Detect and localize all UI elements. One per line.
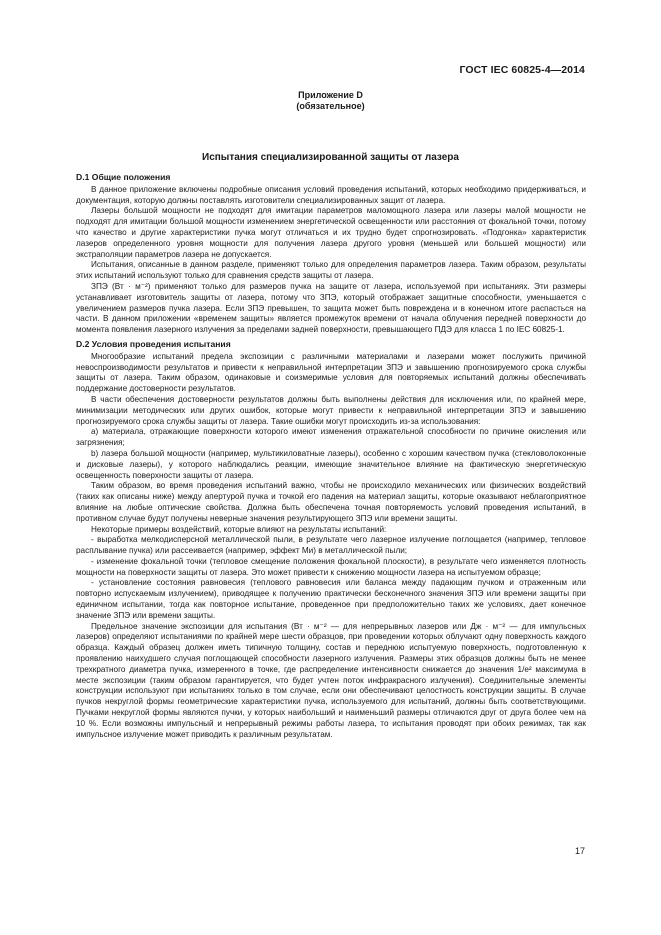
paragraph: Многообразие испытаний предела экспозиции с различными материалами и лазерами может послужить причиной невоспроизводимости результатов и привести к неправильной интерпретации ЗПЭ и завышению прогнозируемого срока службы защиты от лазера. Таким образом, одинаковые и соизмеримые условия для повторяемых испытаний должны обеспечивать поддержание достоверности результатов. xyxy=(76,351,586,394)
section-heading-d2: D.2 Условия проведения испытания xyxy=(76,338,231,349)
annex-main-title: Испытания специализированной защиты от лазера xyxy=(202,152,459,163)
paragraph: Некоторые примеры воздействий, которые влияют на результаты испытаний: xyxy=(91,524,387,534)
section-heading-d1: D.1 Общие положения xyxy=(76,172,171,182)
page-number: 17 xyxy=(574,846,585,856)
list-item: - изменение фокальной точки (тепловое смещение положения фокальной плоскости), в результате чего изменяется плотность мощности на поверхности защиты от лазера. Это может привести к снижению мощности лазера на испытуемом образце; xyxy=(76,556,586,577)
standard-code-header: ГОСТ IEC 60825-4—2014 xyxy=(459,64,585,76)
paragraph: Предельное значение экспозиции для испытания (Вт · м⁻² — для непрерывных лазеров или Дж · м⁻² — для импульсных лазеров) определяют испытаниями по крайней мере шести образцов, при проведении которых облучают одну поверхность каждого образца. Каждый образец должен иметь типичную толщину, состав и переднюю испытуемую поверхность, подготовленную к проявлению наихудшего случая поглощающей способности лазерного излучения. Размеры этих образцов должны быть не менее трехкратного диаметра пучка, измеренного в точке, где распределение интенсивности снижается до значения 1/e² максимума в месте экспозиции (таким образом гарантируется, что будет учтен поток инфракрасного излучения). Соединительные элементы конструкции используют при испытаниях только в том случае, если они обеспечивают целостность конструкции защиты. В случае пучков некруглой формы геометрические характеристики пучка, используемого для испытаний, должны быть соответствующими. Пучками некруглой формы являются пучки, у которых наибольший и наименьший размеры отличаются друг от друга более чем на 10 %. Если возможны импульсный и непрерывный режимы работы лазера, то испытания проводят при обоих режимах, так как импульсное излучение может приводить к различным результатам. xyxy=(76,621,586,739)
paragraph: Лазеры большой мощности не подходят для имитации параметров маломощного лазера или лазеры малой мощности не подходят для имитации большой мощности изменением энергетической освещенности или расстояния от фокальной точки, потому что качество и другие характеристики пучка могут отличаться и их трудно будет спрогнозировать. «Подгонка» характеристик лазеров определенного уровня мощности для получения лазера другого уровня (меньшей или большей мощности) или экстраполяции параметров лазера не допускается. xyxy=(76,206,586,259)
list-item: b) лазера большой мощности (например, мультикиловатные лазеры), особенно с хорошим качеством пучка (стекловолоконные и дисковые лазеры), у которого наблюдались реакции, имеющие значительное влияние на фактическую энергетическую освещенность поверхности защиты от лазера. xyxy=(76,448,586,480)
annex-status: (обязательное) xyxy=(296,101,365,111)
paragraph: Таким образом, во время проведения испытаний важно, чтобы не происходило механических или физических воздействий (таких как описаны ниже) между апертурой пучка и точкой его падения на материал защиты, которые оказывают неблагоприятное влияние на любые оптические свойства. Должна быть обеспечена точная повторяемость условий проведения испытаний, в противном случае будут получены неверные значения результирующего ЗПЭ или времени защиты. xyxy=(76,481,586,523)
annex-title: Приложение D xyxy=(298,90,363,100)
paragraph: В части обеспечения достоверности результатов должны быть выполнены действия для исключения или, по крайней мере, минимизации методических или других ошибок, которые могут привести к неправильной интерпретации ЗПЭ и завышению прогнозируемого срока службы защиты от лазера. Такие ошибки могут происходить из-за использования: xyxy=(76,394,586,426)
paragraph: ЗПЭ (Вт · м⁻²) применяют только для размеров пучка на защите от лазера, используемой при испытаниях. Эти размеры устанавливает изготовитель защиты от лазера, потому что ЗПЭ, который отображает защитные способности, уменьшается с увеличением размеров пучка лазера. Если ЗПЭ превышен, то защита может быть повреждена и в конечном итоге распасться на части. В данном приложении «временем защиты» является промежуток времени от начала облучения передней поверхности до момента появления лазерного излучения за пределами задней поверхности, превышающего ПДЭ для класса 1 по IEC 60825-1. xyxy=(76,281,586,335)
list-item: a) материала, отражающие поверхности которого имеют изменения отражательной способности по причине окисления или загрязнения; xyxy=(76,427,586,448)
document-body xyxy=(76,172,586,740)
list-item: - установление состояния равновесия (теплового равновесия или баланса между падающим пучком и отраженным или повторно испускаемым излучением), приводящее к получению практически бесконечного значения ЗПЭ или времени защиты при единичном испытании, тогда как повторное испытание, проведенное при предположительно таких же условиях, дает конечное значение ЗПЭ или времени защиты. xyxy=(76,578,586,620)
paragraph: Испытания, описанные в данном разделе, применяют только для определения параметров лазера. Таким образом, результаты этих испытаний используют только для сравнения средств защиты от лазера. xyxy=(76,260,586,281)
paragraph: В данное приложение включены подробные описания условий проведения испытаний, которых необходимо придерживаться, и документация, которую должны поставлять изготовители специализированных защит от лазера. xyxy=(76,184,586,205)
list-item: - выработка мелкодисперсной металлической пыли, в результате чего лазерное излучение поглощается (например, тепловое расплывание пучка) или рассеивается (например, эффект Ми) в металлической пыли; xyxy=(76,535,586,556)
annex-heading xyxy=(0,90,661,112)
